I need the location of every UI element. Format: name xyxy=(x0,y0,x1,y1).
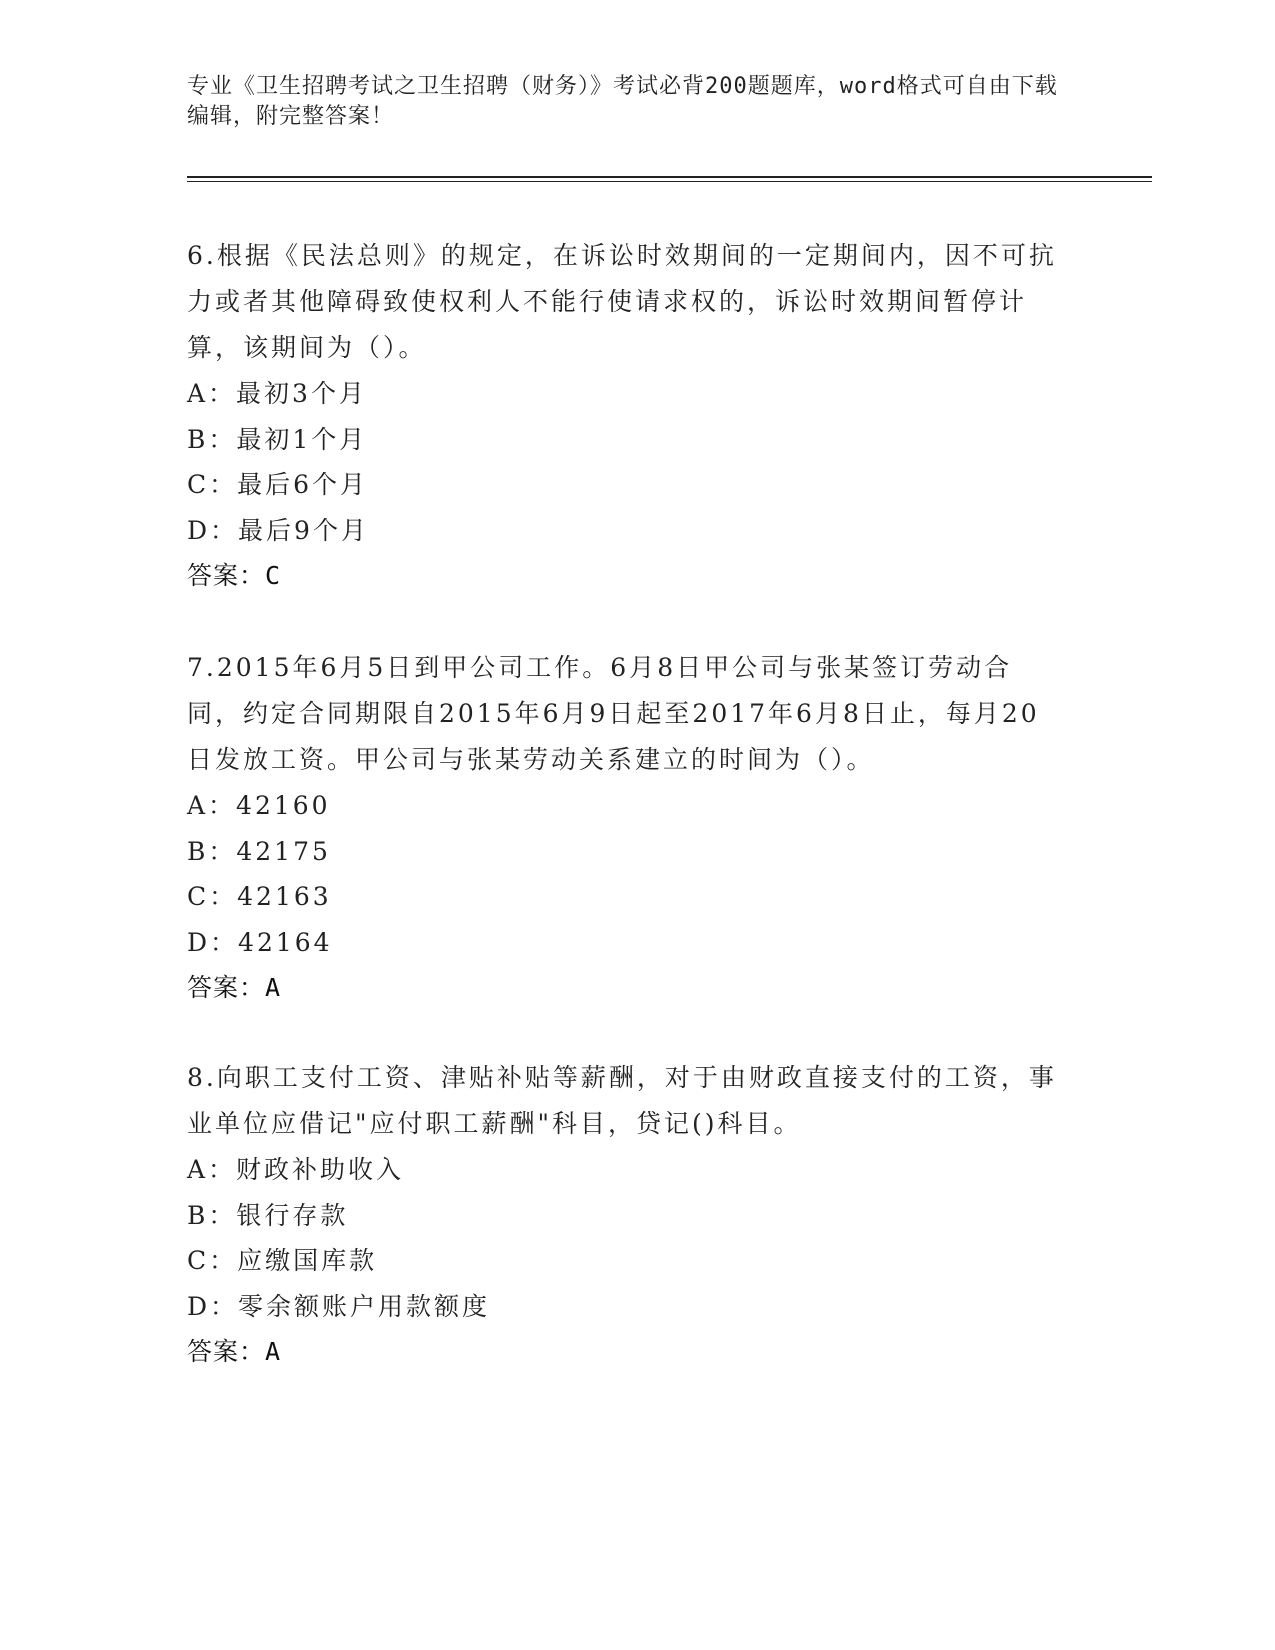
option-c: C：最后6个月 xyxy=(187,470,369,499)
question-stem: 8.向职工支付工资、津贴补贴等薪酬，对于由财政直接支付的工资，事业单位应借记"应付职工薪酬"科目，贷记()科目。 xyxy=(187,1063,1057,1138)
question-7 xyxy=(187,645,1057,1011)
question-8 xyxy=(187,1055,1057,1375)
option-b: B：最初1个月 xyxy=(187,424,368,454)
question-stem: 6.根据《民法总则》的规定，在诉讼时效期间的一定期间内，因不可抗力或者其他障碍致使权利人不能行使请求权的，诉讼时效期间暂停计算，该期间为（）。 xyxy=(187,241,1057,362)
question-stem: 7.2015年6月5日到甲公司工作。6月8日甲公司与张某签订劳动合同，约定合同期限自2015年6月9日起至2017年6月8日止，每月20日发放工资。甲公司与张某劳动关系建立的时间为（）。 xyxy=(187,653,1040,774)
option-c: C：应缴国库款 xyxy=(187,1246,378,1275)
option-d: D：42164 xyxy=(187,927,333,957)
option-d: D：零余额账户用款额度 xyxy=(187,1291,491,1321)
option-a: A：最初3个月 xyxy=(187,379,367,408)
option-c: C：42163 xyxy=(187,882,332,911)
option-d: D：最后9个月 xyxy=(187,515,369,545)
header-divider-thick xyxy=(187,176,1152,178)
option-a: A：42160 xyxy=(187,791,331,820)
question-6 xyxy=(187,233,1057,599)
document-header: 专业《卫生招聘考试之卫生招聘（财务）》考试必背200题题库，word格式可自由下载编辑，附完整答案！ xyxy=(187,74,1058,129)
answer-line: 答案：A xyxy=(187,973,282,1002)
answer-line: 答案：A xyxy=(187,1337,282,1366)
answer-line: 答案：C xyxy=(187,561,282,590)
option-b: B：42175 xyxy=(187,836,331,866)
option-b: B：银行存款 xyxy=(187,1200,349,1230)
header-divider-thin xyxy=(187,181,1152,182)
option-a: A：财政补助收入 xyxy=(187,1155,405,1184)
